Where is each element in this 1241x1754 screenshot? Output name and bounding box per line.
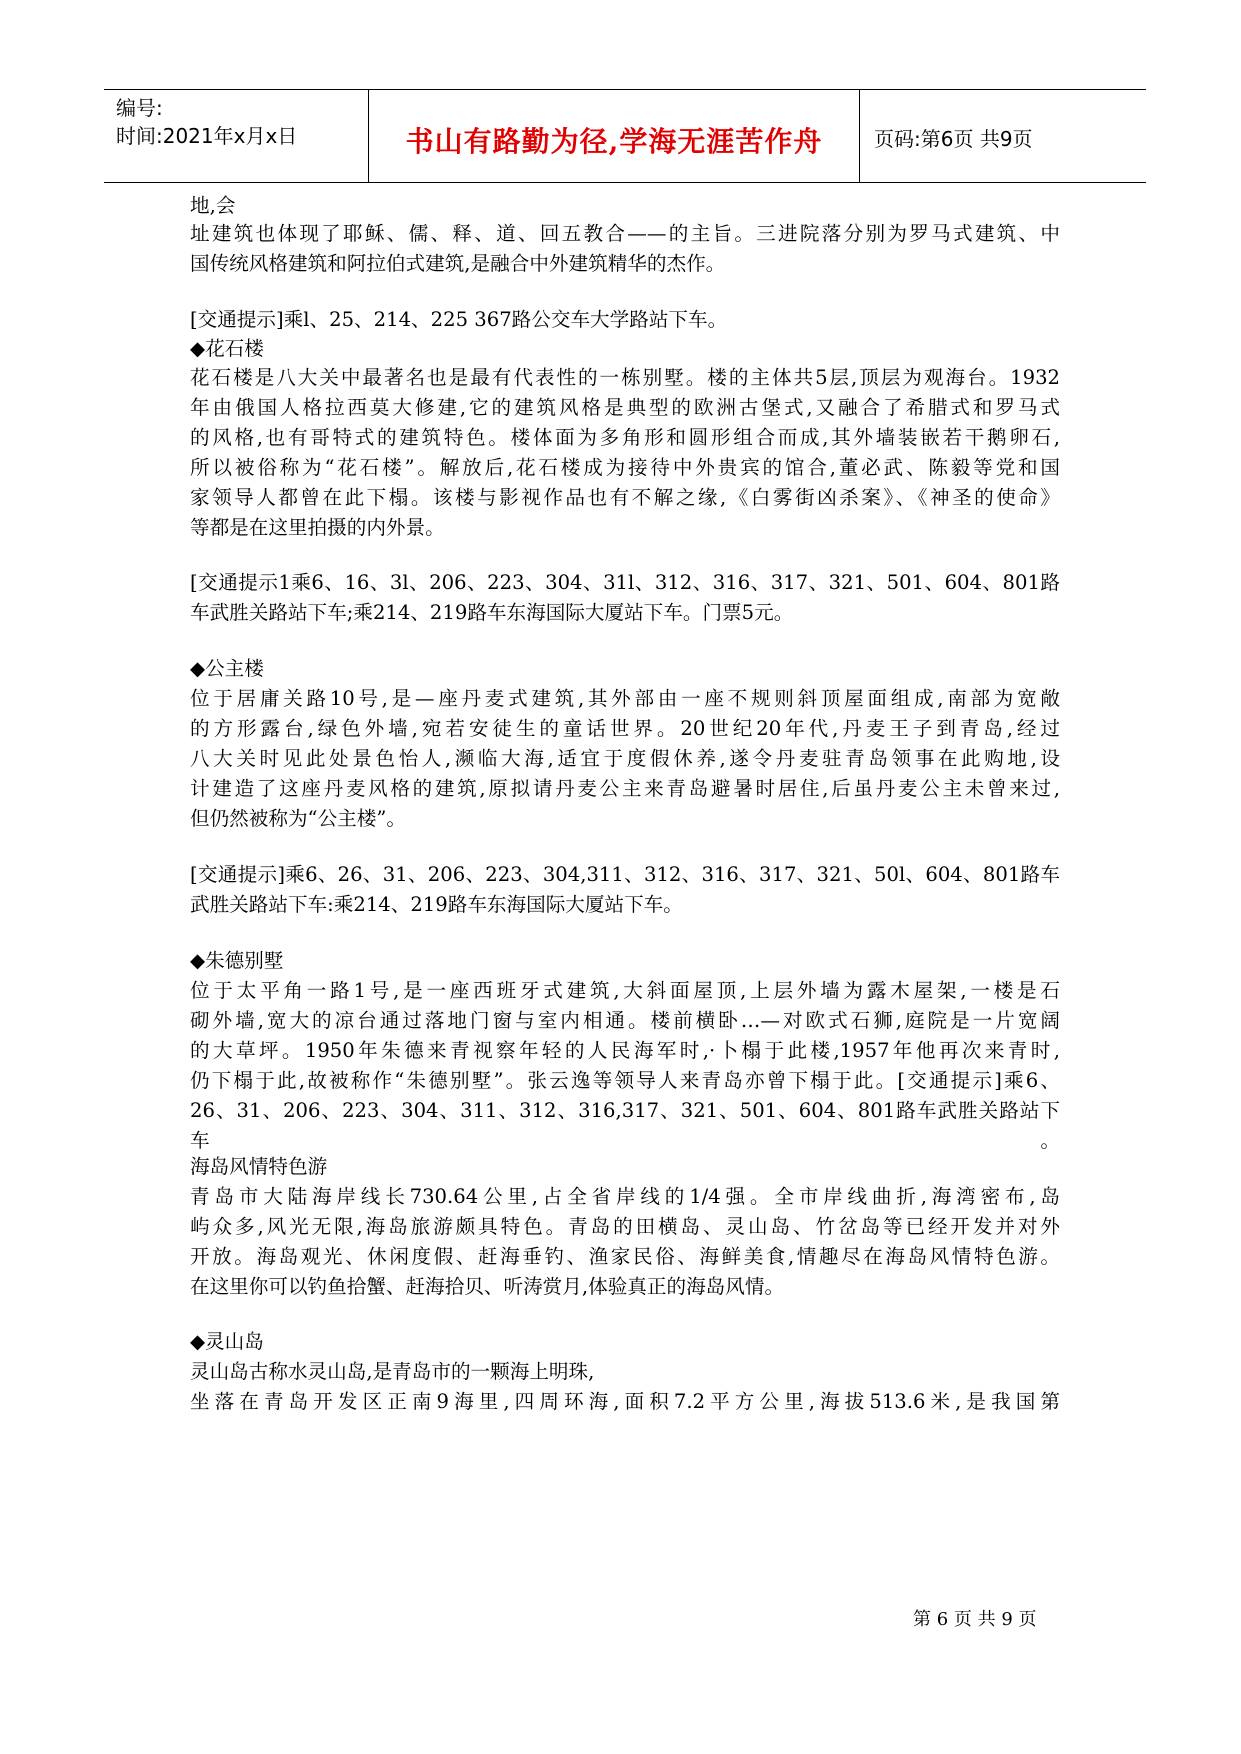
section-heading: ◆公主楼 <box>190 657 264 680</box>
section-heading: 海岛风情特色游 <box>190 1155 328 1178</box>
header-page-cell <box>860 90 1146 182</box>
motto-text: 书山有路勤为径,学海无涯苦作舟 <box>405 125 823 158</box>
text-line: 砌外墙,宽大的凉台通过落地门窗与室内相通。楼前横卧…—对欧式石狮,庭院是一片宽阔 <box>190 1009 1060 1032</box>
text-line: 花石楼是八大关中最著名也是最有代表性的一栋别墅。楼的主体共5层,顶层为观海台。1932 <box>190 366 1060 389</box>
text-line: 年由俄国人格拉西莫大修建,它的建筑风格是典型的欧洲古堡式,又融合了希腊式和罗马式 <box>190 396 1060 419</box>
text-line: 计建造了这座丹麦风格的建筑,原拟请丹麦公主来青岛避暑时居住,后虽丹麦公主未曾来过, <box>190 777 1060 800</box>
text-line: 仍下榻于此,故被称作“朱德别墅”。张云逸等领导人来青岛亦曾下榻于此。[交通提示]乘6、 <box>190 1069 1060 1092</box>
text-line: 坐落在青岛开发区正南9海里,四周环海,面积7.2平方公里,海拔513.6米,是我国第 <box>190 1390 1060 1413</box>
text-line: 的大草坪。1950年朱德来青视察年轻的人民海军时,·卜榻于此楼,1957年他再次来青时, <box>190 1039 1060 1062</box>
section-heading: ◆朱德别墅 <box>190 949 284 972</box>
text-line: 青岛市大陆海岸线长730.64公里,占全省岸线的1/4强。全市岸线曲折,海湾密布,岛 <box>190 1185 1060 1208</box>
text-line: 家领导人都曾在此下榻。该楼与影视作品也有不解之缘,《白雾街凶杀案》、《神圣的使命》 <box>190 486 1060 509</box>
text-line: 国传统风格建筑和阿拉伯式建筑,是融合中外建筑精华的杰作。 <box>190 252 726 275</box>
traffic-tip: 武胜关路站下车:乘214、219路车东海国际大厦站下车。 <box>190 893 683 916</box>
page-footer: 第 6 页 共 9 页 <box>913 1609 1037 1630</box>
text-line: 的风格,也有哥特式的建筑特色。楼体面为多角形和圆形组合而成,其外墙装嵌若干鹅卵石, <box>190 426 1060 449</box>
header-page-number: 页码:第6页 共9页 <box>874 127 1033 151</box>
text-line: 八大关时见此处景色怡人,濒临大海,适宜于度假休养,遂令丹麦驻青岛领事在此购地,设 <box>190 747 1060 770</box>
text-line: 但仍然被称为“公主楼”。 <box>190 807 406 830</box>
text-line: 地,会 <box>190 194 236 217</box>
text-line: 位于太平角一路1号,是一座西班牙式建筑,大斜面屋顶,上层外墙为露木屋架,一楼是石 <box>190 979 1060 1002</box>
text-line: 开放。海岛观光、休闲度假、赶海垂钓、渔家民俗、海鲜美食,情趣尽在海岛风情特色游。 <box>190 1245 1060 1268</box>
traffic-tip: 车武胜关路站下车;乘214、219路车东海国际大厦站下车。门票5元。 <box>190 601 794 624</box>
traffic-tip: [交通提示1乘6、16、3l、206、223、304、31l、312、316、317、321、501、604、801路 <box>190 571 1060 594</box>
section-heading: ◆灵山岛 <box>190 1330 264 1353</box>
section-heading: ◆花石楼 <box>190 337 264 360</box>
text-line: 26、31、206、223、304、311、312、316,317、321、501、604、801路车武胜关路站下车。 <box>190 1099 1060 1152</box>
text-line: 位于居庸关路10号,是—座丹麦式建筑,其外部由一座不规则斜顶屋面组成,南部为宽敞 <box>190 687 1060 710</box>
traffic-tip: [交通提示]乘6、26、31、206、223、304,311、312、316、317、321、50l、604、801路车 <box>190 863 1060 886</box>
text-line: 所以被俗称为“花石楼”。解放后,花石楼成为接待中外贵宾的馆合,董必武、陈毅等党和国 <box>190 456 1060 479</box>
header-info-cell <box>104 90 368 182</box>
text-line: 址建筑也体现了耶稣、儒、释、道、回五教合——的主旨。三进院落分别为罗马式建筑、中 <box>190 222 1060 245</box>
header-motto-cell <box>368 90 860 182</box>
text-line: 屿众多,风光无限,海岛旅游颇具特色。青岛的田横岛、灵山岛、竹岔岛等已经开发并对外 <box>190 1215 1060 1238</box>
time-label: 时间:2021年x月x日 <box>116 124 298 148</box>
text-line: 灵山岛古称水灵山岛,是青岛市的一颗海上明珠, <box>190 1360 595 1383</box>
serial-number-label: 编号: <box>116 96 163 120</box>
document-header <box>104 89 1146 183</box>
text-line: 等都是在这里拍摄的内外景。 <box>190 516 445 539</box>
text-line: 的方形露台,绿色外墙,宛若安徒生的童话世界。20世纪20年代,丹麦王子到青岛,经过 <box>190 717 1060 740</box>
traffic-tip: [交通提示]乘l、25、214、225 367路公交车大学路站下车。 <box>190 308 728 331</box>
text-line: 在这里你可以钓鱼拾蟹、赶海拾贝、听涛赏月,体验真正的海岛风情。 <box>190 1275 785 1298</box>
